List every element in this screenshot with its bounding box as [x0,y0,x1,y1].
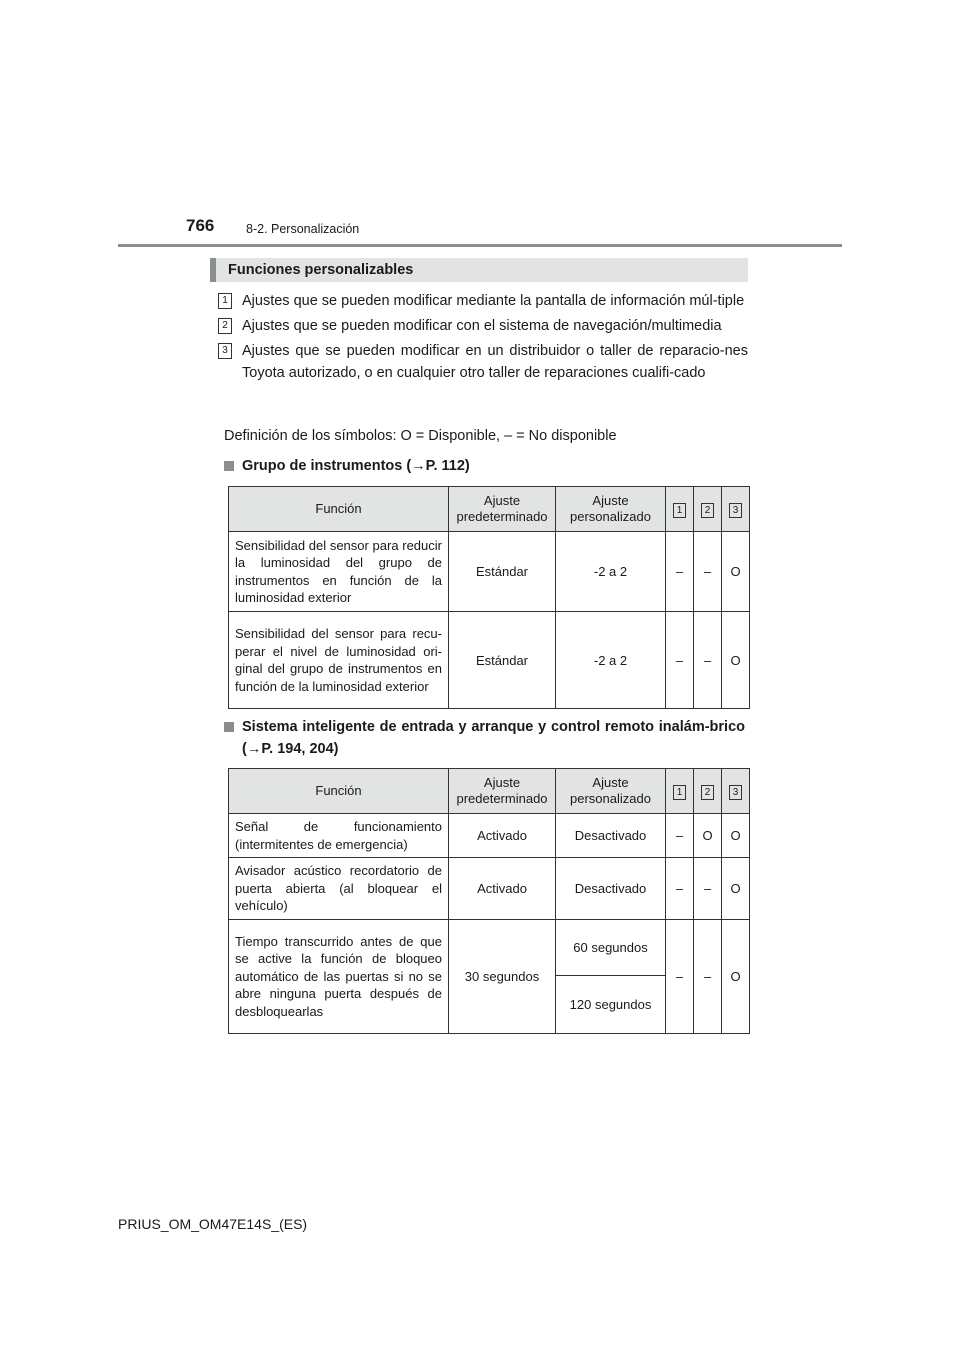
table-row [229,532,750,612]
cell-funcion: Sensibilidad del sensor para reducir la luminosidad del grupo de instrumentos en función de la luminosidad exterior [229,532,449,612]
cell-predeterminado: Estándar [449,532,556,612]
cell-c2: – [694,858,722,920]
cell-c1: – [666,920,694,1034]
cell-c3: O [722,858,750,920]
column-number-badge: 1 [673,785,686,800]
cell-funcion: Tiempo transcurrido antes de que se active la función de bloqueo automático de las puertas si no se abre ninguna puerta después de desbloquearlas [229,920,449,1034]
col-3 [722,769,750,814]
cell-funcion: Sensibilidad del sensor para recu-perar el nivel de luminosidad ori-ginal del grupo de instrumentos en función de la luminosidad exterior [229,612,449,709]
legend-number: 3 [218,343,232,359]
col-1 [666,487,694,532]
col-2 [694,487,722,532]
document-code: PRIUS_OM_OM47E14S_(ES) [118,1216,308,1232]
legend-number: 2 [218,318,232,334]
legend-item [218,340,748,384]
cell-predeterminado: Estándar [449,612,556,709]
cell-c3: O [722,814,750,858]
symbol-definition: Definición de los símbolos: O = Disponible, – = No disponible [224,428,617,444]
legend-text: Ajustes que se pueden modificar mediante la pantalla de información múl-tiple [242,293,745,309]
cell-personalizado: 60 segundos [556,920,666,976]
cell-c1: – [666,858,694,920]
col-funcion: Función [229,487,449,532]
cell-personalizado: -2 a 2 [556,532,666,612]
column-number-badge: 2 [701,503,714,518]
table-row [229,858,750,920]
cell-personalizado: Desactivado [556,858,666,920]
cell-c2: – [694,532,722,612]
cell-personalizado: Desactivado [556,814,666,858]
cell-c3: O [722,532,750,612]
cell-personalizado: -2 a 2 [556,612,666,709]
table-row [229,920,750,976]
cell-c2: – [694,612,722,709]
col-predeterminado: Ajuste predeterminado [449,769,556,814]
col-funcion: Función [229,769,449,814]
column-number-badge: 1 [673,503,686,518]
col-1 [666,769,694,814]
group1-heading-text: Grupo de instrumentos (→P. 112) [242,458,470,474]
column-number-badge: 3 [729,785,742,800]
column-number-badge: 2 [701,785,714,800]
legend [218,290,748,387]
legend-item [218,290,748,312]
cell-c1: – [666,532,694,612]
cell-predeterminado: Activado [449,858,556,920]
section-label: 8-2. Personalización [246,222,360,236]
table-row [229,612,750,709]
cell-c3: O [722,920,750,1034]
cell-c2: – [694,920,722,1034]
legend-text: Ajustes que se pueden modificar con el sistema de navegación/multimedia [242,318,722,334]
col-personalizado: Ajuste personalizado [556,769,666,814]
col-predeterminado: Ajuste predeterminado [449,487,556,532]
square-bullet-icon [224,722,234,732]
group2-heading-text: Sistema inteligente de entrada y arranque y control remoto inalám-brico (→P. 194, 204) [242,719,745,757]
cell-c1: – [666,814,694,858]
column-number-badge: 3 [729,503,742,518]
col-3 [722,487,750,532]
instrument-group-table [228,486,750,709]
table-header-row [229,487,750,532]
page-number: 766 [186,216,215,235]
section-title: Funciones personalizables [210,258,748,282]
square-bullet-icon [224,461,234,471]
header-rule [118,244,842,247]
cell-funcion: Señal de funcionamiento (intermitentes de emergencia) [229,814,449,858]
legend-item [218,315,748,337]
legend-text: Ajustes que se pueden modificar en un distribuidor o taller de reparacio-nes Toyota autorizado, o en cualquier otro taller de reparaciones cualifi-cado [242,343,748,381]
legend-number: 1 [218,293,232,309]
col-2 [694,769,722,814]
cell-c2: O [694,814,722,858]
cell-predeterminado: 30 segundos [449,920,556,1034]
col-personalizado: Ajuste personalizado [556,487,666,532]
group1-heading [224,455,745,477]
cell-personalizado: 120 segundos [556,976,666,1034]
table-header-row [229,769,750,814]
group2-heading [224,716,745,760]
cell-funcion: Avisador acústico recordatorio de puerta abierta (al bloquear el vehículo) [229,858,449,920]
cell-predeterminado: Activado [449,814,556,858]
cell-c1: – [666,612,694,709]
table-row [229,814,750,858]
cell-c3: O [722,612,750,709]
smart-entry-table [228,768,750,1034]
